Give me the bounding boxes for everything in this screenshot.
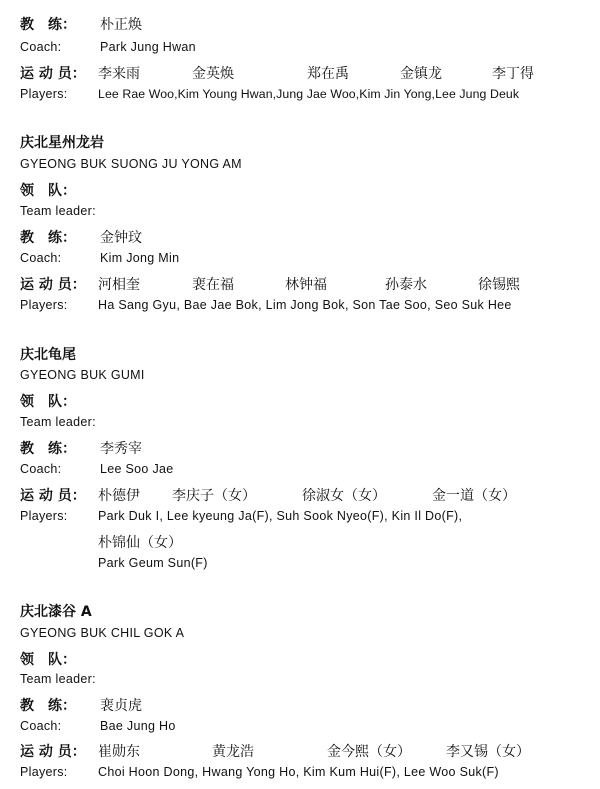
player-name-cn: 裵在福 xyxy=(192,277,234,293)
player-name-cn: 孙泰水 xyxy=(385,277,427,293)
player-name-cn: 李来雨 xyxy=(98,66,140,82)
player-name-cn: 李又锡（女） xyxy=(446,744,530,760)
players-names-en: Park Duk I, Lee kyeung Ja(F), Suh Sook Nyeo(F), Kin Il Do(F), xyxy=(98,509,463,523)
team-title-cn: 庆北星州龙岩 xyxy=(20,135,104,151)
players-names-en: Lee Rae Woo,Kim Young Hwan,Jung Jae Woo,Kim Jin Yong,Lee Jung Deuk xyxy=(98,87,520,101)
players-label-cn: 运 动 员： xyxy=(20,488,86,504)
coach-name-cn: 李秀宰 xyxy=(100,441,142,457)
coach-name-en: Lee Soo Jae xyxy=(100,462,174,476)
player-name-cn: 徐淑女（女） xyxy=(302,488,386,504)
leader-label-cn: 领 队： xyxy=(20,394,76,410)
leader-label-cn: 领 队： xyxy=(20,183,76,199)
player-name-cn: 徐锡熙 xyxy=(478,277,520,293)
coach-label-cn: 教 练： xyxy=(20,698,76,714)
player-name-cn: 李庆子（女） xyxy=(172,488,256,504)
players-label-en: Players: xyxy=(20,509,68,523)
player-name-cn: 郑在禹 xyxy=(307,66,349,82)
players-label-cn: 运 动 员： xyxy=(20,66,86,82)
players-names-en: Choi Hoon Dong, Hwang Yong Ho, Kim Kum Hui(F), Lee Woo Suk(F) xyxy=(98,765,499,779)
coach-name-cn: 金钟玟 xyxy=(100,230,142,246)
player-name-cn: 金镇龙 xyxy=(400,66,442,82)
team-title-en: GYEONG BUK GUMI xyxy=(20,368,145,382)
leader-label-en: Team leader: xyxy=(20,415,96,429)
coach-label-en: Coach: xyxy=(20,251,62,265)
player-name-cn: 朴德伊 xyxy=(98,488,140,504)
player-name-cn: 李丁得 xyxy=(492,66,534,82)
player-name-cn: 林钟福 xyxy=(285,277,327,293)
players-names-en: Ha Sang Gyu, Bae Jae Bok, Lim Jong Bok, Son Tae Soo, Seo Suk Hee xyxy=(98,298,512,312)
player-name-cn: 金今熙（女） xyxy=(327,744,411,760)
players-names-en: Park Geum Sun(F) xyxy=(98,556,208,570)
player-name-cn: 金一道（女） xyxy=(432,488,516,504)
coach-label-cn: 教 练： xyxy=(20,17,76,33)
players-label-en: Players: xyxy=(20,765,68,779)
players-label-cn: 运 动 员： xyxy=(20,277,86,293)
team-title-en: GYEONG BUK SUONG JU YONG AM xyxy=(20,157,242,171)
coach-label-en: Coach: xyxy=(20,40,62,54)
coach-label-cn: 教 练： xyxy=(20,441,76,457)
player-name-cn: 崔勋东 xyxy=(98,744,140,760)
coach-label-cn: 教 练： xyxy=(20,230,76,246)
coach-name-en: Bae Jung Ho xyxy=(100,719,176,733)
coach-name-en: Kim Jong Min xyxy=(100,251,180,265)
player-name-cn: 河相奎 xyxy=(98,277,140,293)
coach-label-en: Coach: xyxy=(20,462,62,476)
players-label-en: Players: xyxy=(20,298,68,312)
team-title-cn: 庆北龟尾 xyxy=(20,347,76,363)
leader-label-en: Team leader: xyxy=(20,672,96,686)
team-title-en: GYEONG BUK CHIL GOK A xyxy=(20,626,185,640)
coach-label-en: Coach: xyxy=(20,719,62,733)
player-name-cn: 金英焕 xyxy=(192,66,234,82)
players-label-en: Players: xyxy=(20,87,68,101)
coach-name-en: Park Jung Hwan xyxy=(100,40,196,54)
team-title-cn: 庆北漆谷 A xyxy=(20,604,92,620)
leader-label-cn: 领 队： xyxy=(20,652,76,668)
player-name-cn: 黄龙浩 xyxy=(212,744,254,760)
coach-name-cn: 裵贞虎 xyxy=(100,698,142,714)
players-label-cn: 运 动 员： xyxy=(20,744,86,760)
player-name-cn: 朴锦仙（女） xyxy=(98,535,182,551)
coach-name-cn: 朴正焕 xyxy=(100,17,142,33)
leader-label-en: Team leader: xyxy=(20,204,96,218)
